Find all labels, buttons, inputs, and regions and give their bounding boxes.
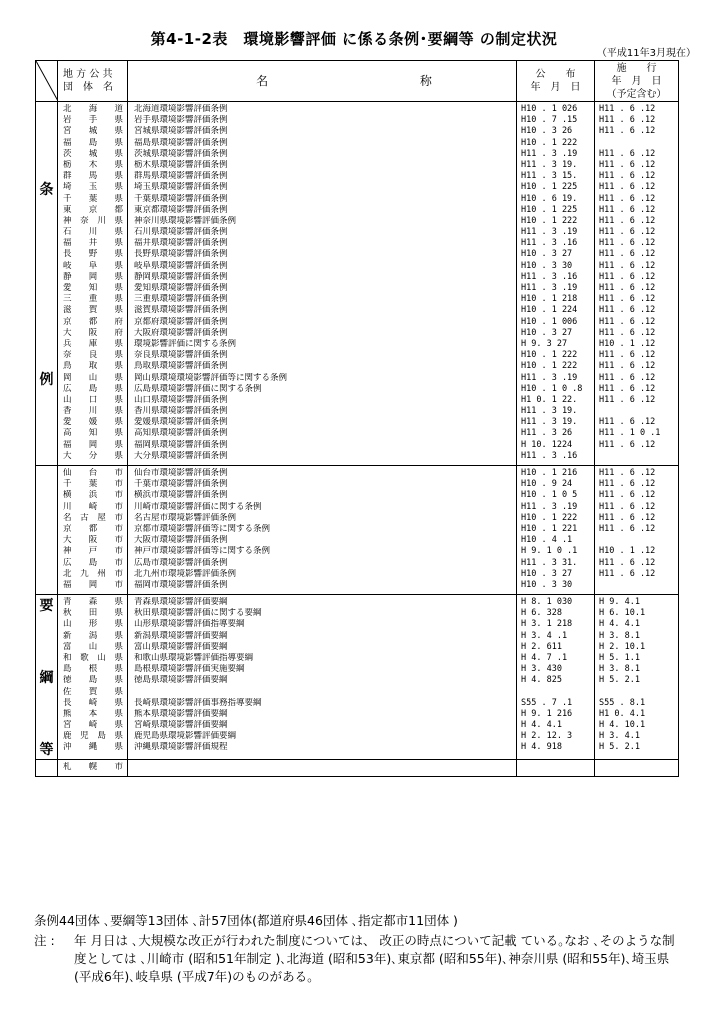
published-date-cell: H11 . 3 26 [521, 428, 573, 439]
implemented-date-cell [599, 406, 678, 417]
entity-cell: 沖 縄 県 [63, 742, 123, 753]
published-date-cell: H10 . 6 19. [521, 193, 578, 204]
name-cell: 大阪市環境影響評価条例 [134, 535, 228, 546]
published-date-cell: H10 . 1 0 .8 [521, 383, 583, 394]
name-cell: 愛媛県環境影響評価条例 [134, 417, 228, 428]
entity-cell: 宮 崎 県 [63, 720, 123, 731]
implemented-date-cell [599, 138, 678, 149]
entity-cell: 愛 知 県 [63, 283, 123, 293]
section-block [36, 595, 679, 760]
implemented-date-cell: H1 0. 4.1 [599, 708, 646, 719]
published-date-cell: H10 . 1 222 [521, 215, 578, 226]
entity-cell: 和 歌 山 県 [63, 652, 123, 663]
name-cell: 東京都環境影響評価条例 [134, 204, 228, 215]
name-cell: 和歌山県環境影響評価指導要綱 [134, 652, 254, 663]
name-cell: 広島県環境影響評価に関する条例 [134, 383, 262, 394]
implemented-date-cell: H11 . 6 .12 [599, 148, 656, 159]
published-date-cell: H 9. 3 27 [521, 338, 568, 349]
name-cell [134, 687, 516, 698]
name-cell: 福井県環境影響評価条例 [134, 238, 228, 249]
implemented-date-cell: H11 . 6 .12 [599, 238, 656, 249]
implemented-date-cell: H11 . 6 .12 [599, 439, 656, 450]
name-cell: 大阪府環境影響評価条例 [134, 327, 228, 338]
as-of-date: （平成11年3月現在） [596, 48, 696, 59]
implemented-date-cell: H 3. 8.1 [599, 630, 640, 641]
section-label [36, 595, 58, 760]
published-date-cell: H10 . 1 0 5 [521, 490, 578, 501]
entity-cell-column [58, 466, 128, 595]
name-cell: 秋田県環境影響評価に関する要綱 [134, 608, 262, 619]
entity-cell: 神 奈 川 県 [63, 215, 123, 226]
entity-cell: 鳥 取 県 [63, 361, 123, 372]
entity-cell: 京 都 府 [63, 316, 123, 327]
name-cell: 宮崎県環境影響評価要綱 [134, 720, 228, 731]
entity-cell: 石 川 県 [63, 227, 123, 238]
published-date-cell: H10 . 1 026 [521, 104, 578, 114]
name-cell: 静岡県環境影響評価条例 [134, 271, 228, 282]
name-cell: 滋賀県環境影響評価条例 [134, 305, 228, 316]
name-cell: 神戸市環境影響評価等に関する条例 [134, 546, 271, 557]
implemented-date-cell-column [595, 595, 679, 760]
name-cell-column [128, 102, 517, 466]
entity-cell: 奈 良 県 [63, 350, 123, 361]
implemented-date-cell: H11 . 6 .12 [599, 249, 656, 260]
entity-cell: 長 崎 県 [63, 697, 123, 708]
implemented-date-cell: H11 . 6 .12 [599, 557, 656, 568]
implemented-date-cell: H 3. 4.1 [599, 731, 640, 742]
summary-note: 条例44団体 ､要綱等13団体 ､計57団体(都道府県46団体 ､指定都市11団体 ) [34, 913, 458, 928]
name-cell: 石川県環境影響評価条例 [134, 227, 228, 238]
header-published-line1: 公 布 [535, 69, 576, 80]
implemented-date-cell: H11 . 6 .12 [599, 271, 656, 282]
published-date-cell-column [517, 760, 595, 777]
name-cell: 北海道環境影響評価条例 [134, 104, 228, 114]
implemented-date-cell: H 2. 10.1 [599, 641, 646, 652]
implemented-date-cell: H11 . 6 .12 [599, 523, 656, 534]
entity-cell: 宮 城 県 [63, 126, 123, 137]
published-date-cell: H 9. 1 0 .1 [521, 546, 578, 557]
published-date-cell [521, 687, 594, 698]
implemented-date-cell: H11 . 6 .12 [599, 126, 656, 137]
entity-cell: 神 戸 市 [63, 546, 123, 557]
implemented-date-cell: H11 . 6 .12 [599, 171, 656, 182]
name-cell: 岡山県環境環境影響評価等に関する条例 [134, 372, 288, 383]
implemented-date-cell [599, 451, 678, 462]
published-date-cell: H 3. 4 .1 [521, 630, 568, 641]
section-label-char: 等 [39, 742, 54, 758]
name-cell: 環境影響評価に関する条例 [134, 338, 237, 349]
published-date-cell: H 4. 825 [521, 675, 562, 686]
header-entity-line1: 地 方 公 共 [63, 69, 113, 80]
entity-cell-column [58, 595, 128, 760]
published-date-cell: H10 . 3 27 [521, 327, 573, 338]
implemented-date-cell: H11 . 6 .12 [599, 372, 656, 383]
entity-cell: 兵 庫 県 [63, 338, 123, 349]
entity-cell: 大 阪 市 [63, 535, 123, 546]
published-date-cell-column [517, 595, 595, 760]
implemented-date-cell: H11 . 6 .12 [599, 316, 656, 327]
entity-cell-column [58, 760, 128, 777]
entity-cell: 栃 木 県 [63, 159, 123, 170]
published-date-cell: H 4. 7 .1 [521, 652, 568, 663]
published-date-cell: H10 . 1 221 [521, 523, 578, 534]
diagonal-corner-cell [36, 61, 58, 102]
section-label-char: 綱 [39, 670, 54, 686]
name-cell: 千葉市環境影響評価条例 [134, 479, 228, 490]
published-date-cell: H10 . 1 222 [521, 350, 578, 361]
published-date-cell: H 2. 611 [521, 641, 562, 652]
published-date-cell: H 4. 918 [521, 742, 562, 753]
footnote-body: 年 月日は ､大規模な改正が行われた制度については、 改正の時点について記載 ている｡なお ､そのような制度としては ､川崎市 (昭和51年制定 )､北海道 (昭和53年)､東京都 (昭和55年)､神奈川県 (昭和55年)､埼玉県 (平成6年)､岐阜県 (平成7年)のものがある｡ [74, 933, 675, 984]
implemented-date-cell-column [595, 466, 679, 595]
implemented-date-cell: H11 . 6 .12 [599, 417, 656, 428]
name-cell: 奈良県環境影響評価条例 [134, 350, 228, 361]
entity-cell: 福 井 県 [63, 238, 123, 249]
name-cell: 茨城県環境影響評価条例 [134, 148, 228, 159]
header-published [517, 61, 595, 102]
entity-cell: 福 岡 市 [63, 579, 123, 590]
published-date-cell-column [517, 466, 595, 595]
entity-cell: 北 海 道 [63, 104, 123, 114]
entity-cell: 東 京 都 [63, 204, 123, 215]
header-implemented-line3: （予定含む） [606, 88, 667, 100]
entity-cell-column [58, 102, 128, 466]
implemented-date-cell-column [595, 102, 679, 466]
implemented-date-cell: H11 . 6 .12 [599, 159, 656, 170]
entity-cell: 岡 山 県 [63, 372, 123, 383]
name-cell-column [128, 760, 517, 777]
name-cell: 川崎市環境影響評価に関する条例 [134, 501, 262, 512]
published-date-cell: H10 . 3 30 [521, 260, 573, 271]
implemented-date-cell: H10 . 1 .12 [599, 338, 656, 349]
entity-cell: 三 重 県 [63, 294, 123, 305]
header-row [36, 61, 679, 102]
name-cell: 京都府環境影響評価条例 [134, 316, 228, 327]
published-date-cell: H11 . 3 19. [521, 417, 578, 428]
published-date-cell: H10 . 1 216 [521, 468, 578, 478]
header-entity-line2: 団 体 名 [63, 82, 113, 93]
name-cell: 千葉県環境影響評価条例 [134, 193, 228, 204]
implemented-date-cell [599, 687, 678, 698]
section-label-char: 例 [39, 371, 54, 388]
name-cell: 福岡県環境影響評価条例 [134, 439, 228, 450]
entity-cell: 岩 手 県 [63, 115, 123, 126]
name-cell: 名古屋市環境影響評価条例 [134, 512, 237, 523]
name-cell: 三重県環境影響評価条例 [134, 294, 228, 305]
published-date-cell: H 2. 12. 3 [521, 731, 573, 742]
implemented-date-cell: H11 . 6 .12 [599, 361, 656, 372]
header-implemented-line1: 施 行 [616, 62, 657, 74]
published-date-cell: H11 . 3 .16 [521, 271, 578, 282]
name-cell: 大分県環境影響評価条例 [134, 450, 228, 461]
diagonal-line [36, 61, 58, 101]
name-cell: 青森県環境影響評価要綱 [134, 597, 228, 607]
name-cell: 山形県環境影響評価指導要綱 [134, 619, 245, 630]
entity-cell: 大 阪 府 [63, 327, 123, 338]
section-label-char: 条 [39, 181, 54, 198]
published-date-cell: H11 . 3 19. [521, 159, 578, 170]
entity-cell: 札 幌 市 [63, 762, 123, 772]
entity-cell: 茨 城 県 [63, 148, 123, 159]
entity-cell: 秋 田 県 [63, 608, 123, 619]
entity-cell: 広 島 市 [63, 557, 123, 568]
entity-cell: 岐 阜 県 [63, 260, 123, 271]
entity-cell: 愛 媛 県 [63, 417, 123, 428]
published-date-cell: H10 . 4 .1 [521, 535, 573, 546]
published-date-cell: H11 . 3 .16 [521, 238, 578, 249]
section-label-char: 要 [39, 598, 54, 614]
name-cell: 富山県環境影響評価要綱 [134, 641, 228, 652]
entity-cell: 長 野 県 [63, 249, 123, 260]
header-published-line2: 年 月 日 [530, 82, 581, 93]
name-cell: 鹿児島県環境影響評価要綱 [134, 731, 237, 742]
name-cell: 栃木県環境影響評価条例 [134, 159, 228, 170]
name-cell [134, 762, 516, 773]
header-implemented-line2: 年 月 日 [611, 75, 662, 87]
implemented-date-cell: H 6. 10.1 [599, 608, 646, 619]
implemented-date-cell: H 9. 4.1 [599, 597, 640, 607]
entity-cell: 仙 台 市 [63, 468, 123, 478]
entity-cell: 名 古 屋 市 [63, 512, 123, 523]
name-cell: 沖縄県環境影響評価規程 [134, 742, 228, 753]
header-name-right: 称 [419, 73, 432, 88]
implemented-date-cell: H 3. 8.1 [599, 664, 640, 675]
name-cell: 京都市環境影響評価等に関する条例 [134, 523, 271, 534]
name-cell: 徳島県環境影響評価要綱 [134, 675, 228, 686]
published-date-cell: H10 . 9 24 [521, 479, 573, 490]
name-cell: 新潟県環境影響評価要綱 [134, 630, 228, 641]
entity-cell: 山 口 県 [63, 394, 123, 405]
name-cell-column [128, 466, 517, 595]
implemented-date-cell: H11 . 6 .12 [599, 383, 656, 394]
published-date-cell: H11 . 3 .19 [521, 148, 578, 159]
ordinance-table [35, 60, 679, 777]
entity-cell: 徳 島 県 [63, 675, 123, 686]
section-block [36, 102, 679, 466]
implemented-date-cell [599, 762, 678, 773]
implemented-date-cell: H10 . 1 .12 [599, 546, 656, 557]
published-date-cell: H 6. 328 [521, 608, 562, 619]
published-date-cell: H10 . 3 26 [521, 126, 573, 137]
implemented-date-cell: H11 . 6 .12 [599, 215, 656, 226]
header-entity [58, 61, 128, 102]
implemented-date-cell: H11 . 6 .12 [599, 305, 656, 316]
implemented-date-cell [599, 580, 678, 591]
name-cell: 鳥取県環境影響評価条例 [134, 361, 228, 372]
entity-cell: 佐 賀 県 [63, 686, 123, 697]
table-title: 第4-1-2表 環境影響評価 に係る条例･要綱等 の制定状況 [150, 30, 558, 48]
implemented-date-cell: H11 . 6 .12 [599, 501, 656, 512]
name-cell: 島根県環境影響評価実施要綱 [134, 664, 245, 675]
published-date-cell: H 3. 1 218 [521, 619, 573, 630]
name-cell: 仙台市環境影響評価条例 [134, 468, 228, 478]
published-date-cell: H10 . 7 .15 [521, 115, 578, 126]
published-date-cell: H 8. 1 030 [521, 597, 573, 607]
published-date-cell: H10 . 1 224 [521, 305, 578, 316]
implemented-date-cell: H11 . 6 .12 [599, 394, 656, 405]
published-date-cell: H11 . 3 15. [521, 171, 578, 182]
section-block [36, 466, 679, 595]
section-label [36, 102, 58, 466]
implemented-date-cell: H 4. 4.1 [599, 619, 640, 630]
entity-cell: 川 崎 市 [63, 501, 123, 512]
implemented-date-cell: H11 . 1 0 .1 [599, 428, 661, 439]
published-date-cell: H11 . 3 19. [521, 406, 578, 417]
footnote [34, 932, 684, 986]
implemented-date-cell: H11 . 6 .12 [599, 115, 656, 126]
published-date-cell: H1 0. 1 22. [521, 394, 578, 405]
entity-cell: 山 形 県 [63, 619, 123, 630]
implemented-date-cell: H11 . 6 .12 [599, 512, 656, 523]
section-label [36, 466, 58, 595]
implemented-date-cell: H11 . 6 .12 [599, 193, 656, 204]
name-cell: 長崎県環境影響評価事務指導要綱 [134, 697, 262, 708]
published-date-cell: H10 . 1 218 [521, 294, 578, 305]
published-date-cell: H11 . 3 .16 [521, 450, 578, 461]
published-date-cell: H10 . 1 222 [521, 137, 578, 148]
published-date-cell: H11 . 3 .19 [521, 227, 578, 238]
published-date-cell: H11 . 3 31. [521, 557, 578, 568]
published-date-cell: H 9. 1 216 [521, 708, 573, 719]
entity-cell: 横 浜 市 [63, 490, 123, 501]
name-cell: 高知県環境影響評価条例 [134, 428, 228, 439]
implemented-date-cell: H11 . 6 .12 [599, 568, 656, 579]
published-date-cell: H10 . 3 27 [521, 568, 573, 579]
published-date-cell: H10 . 1 225 [521, 204, 578, 215]
implemented-date-cell: H11 . 6 .12 [599, 479, 656, 490]
name-cell: 宮城県環境影響評価条例 [134, 126, 228, 137]
name-cell: 岩手県環境影響評価条例 [134, 115, 228, 126]
published-date-cell: H11 . 3 .19 [521, 283, 578, 293]
implemented-date-cell: H11 . 6 .12 [599, 468, 656, 478]
entity-cell: 青 森 県 [63, 597, 123, 607]
entity-cell: 群 馬 県 [63, 171, 123, 182]
implemented-date-cell: H11 . 6 .12 [599, 490, 656, 501]
name-cell: 福岡市環境影響評価条例 [134, 579, 228, 590]
name-cell: 香川県環境影響評価条例 [134, 406, 228, 417]
entity-cell: 千 葉 市 [63, 479, 123, 490]
published-date-cell: H11 . 3 .19 [521, 372, 578, 383]
name-cell: 北九州市環境影響評価条例 [134, 568, 237, 579]
entity-cell: 滋 賀 県 [63, 305, 123, 316]
implemented-date-cell: H11 . 6 .12 [599, 294, 656, 305]
implemented-date-cell: S55 . 8.1 [599, 697, 646, 708]
name-cell-column [128, 595, 517, 760]
published-date-cell: H 3. 430 [521, 664, 562, 675]
entity-cell: 香 川 県 [63, 406, 123, 417]
name-cell: 横浜市環境影響評価条例 [134, 490, 228, 501]
entity-cell: 静 岡 県 [63, 271, 123, 282]
entity-cell: 熊 本 県 [63, 708, 123, 719]
implemented-date-cell: H11 . 6 .12 [599, 350, 656, 361]
published-date-cell-column [517, 102, 595, 466]
section-label [36, 760, 58, 777]
implemented-date-cell: H11 . 6 .12 [599, 204, 656, 215]
footnote-label: 注 : [34, 933, 55, 948]
published-date-cell: H10 . 3 27 [521, 249, 573, 260]
published-date-cell: H10 . 1 222 [521, 512, 578, 523]
published-date-cell: H 4. 4.1 [521, 720, 562, 731]
entity-cell: 福 島 県 [63, 137, 123, 148]
name-cell: 愛知県環境影響評価条例 [134, 283, 228, 293]
implemented-date-cell: H 5. 2.1 [599, 675, 640, 686]
published-date-cell: S55 . 7 .1 [521, 697, 573, 708]
entity-cell: 埼 玉 県 [63, 182, 123, 193]
entity-cell: 広 島 県 [63, 383, 123, 394]
header-implemented [595, 61, 679, 102]
published-date-cell: H10 . 1 222 [521, 361, 578, 372]
published-date-cell: H10 . 1 006 [521, 316, 578, 327]
entity-cell: 福 岡 県 [63, 439, 123, 450]
implemented-date-cell: H 4. 10.1 [599, 720, 646, 731]
published-date-cell: H 10. 1224 [521, 439, 573, 450]
name-cell: 熊本県環境影響評価要綱 [134, 708, 228, 719]
name-cell: 埼玉県環境影響評価条例 [134, 182, 228, 193]
entity-cell: 北 九 州 市 [63, 568, 123, 579]
entity-cell: 京 都 市 [63, 523, 123, 534]
implemented-date-cell [599, 535, 678, 546]
implemented-date-cell: H 5. 2.1 [599, 742, 640, 753]
name-cell: 群馬県環境影響評価条例 [134, 171, 228, 182]
entity-cell: 大 分 県 [63, 450, 123, 461]
name-cell: 長野県環境影響評価条例 [134, 249, 228, 260]
section-block [36, 760, 679, 777]
published-date-cell [521, 762, 594, 773]
header-name-left: 名 [256, 73, 269, 88]
published-date-cell: H10 . 1 225 [521, 182, 578, 193]
implemented-date-cell: H 5. 1.1 [599, 652, 640, 663]
entity-cell: 鹿 児 島 県 [63, 731, 123, 742]
implemented-date-cell: H11 . 6 .12 [599, 104, 656, 114]
entity-cell: 島 根 県 [63, 664, 123, 675]
entity-cell: 千 葉 県 [63, 193, 123, 204]
header-name [128, 61, 517, 102]
implemented-date-cell: H11 . 6 .12 [599, 227, 656, 238]
implemented-date-cell: H11 . 6 .12 [599, 327, 656, 338]
entity-cell: 富 山 県 [63, 641, 123, 652]
name-cell: 広島市環境影響評価条例 [134, 557, 228, 568]
published-date-cell: H10 . 3 30 [521, 579, 573, 590]
name-cell: 山口県環境影響評価条例 [134, 394, 228, 405]
implemented-date-cell: H11 . 6 .12 [599, 182, 656, 193]
published-date-cell: H11 . 3 .19 [521, 501, 578, 512]
name-cell: 神奈川県環境影響評価条例 [134, 215, 237, 226]
name-cell: 岐阜県環境影響評価条例 [134, 260, 228, 271]
implemented-date-cell: H11 . 6 .12 [599, 260, 656, 271]
implemented-date-cell-column [595, 760, 679, 777]
entity-cell: 新 潟 県 [63, 630, 123, 641]
name-cell: 福島県環境影響評価条例 [134, 137, 228, 148]
entity-cell: 高 知 県 [63, 428, 123, 439]
implemented-date-cell: H11 . 6 .12 [599, 283, 656, 293]
